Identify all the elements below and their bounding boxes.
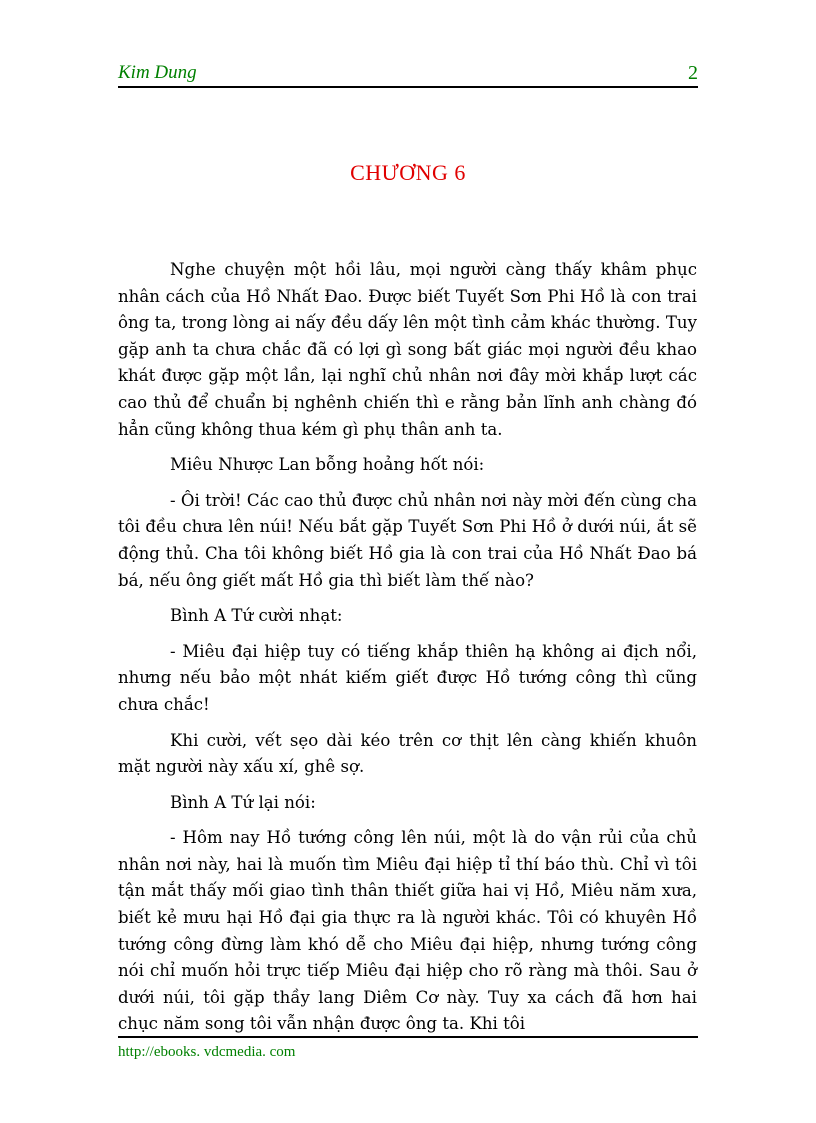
paragraph: Miêu Nhược Lan bỗng hoảng hốt nói:	[170, 455, 485, 475]
paragraph: Khi cười, vết sẹo dài kéo trên cơ thịt lên càng khiến khuôn mặt người này xấu xí, ghê sợ.	[118, 730, 697, 777]
paragraph: - Ôi trời! Các cao thủ được chủ nhân nơi này mời đến cùng cha tôi đều chưa lên núi! Nếu bắt gặp Tuyết Sơn Phi Hồ ở dưới núi, ắt sẽ động thủ. Cha tôi không biết Hồ gia là con trai của Hồ Nhất Đao bá bá, nếu ông giết mất Hồ gia thì biết làm thế nào?	[118, 490, 697, 590]
body-text	[118, 257, 697, 1047]
page-number: 2	[688, 62, 698, 84]
chapter-title: CHƯƠNG 6	[350, 160, 466, 185]
page-footer	[118, 1036, 698, 1061]
footer-url-link[interactable]: http://ebooks. vdcmedia. com	[118, 1044, 296, 1060]
paragraph: Bình A Tứ lại nói:	[170, 792, 316, 812]
paragraph: - Hôm nay Hồ tướng công lên núi, một là do vận rủi của chủ nhân nơi này, hai là muốn tìm Miêu đại hiệp tỉ thí báo thù. Chỉ vì tôi tận mắt thấy mối giao tình thân thiết giữa hai vị Hồ, Miêu năm xưa, biết kẻ mưu hại Hồ đại gia thực ra là người khác. Tôi có khuyên Hồ tướng công đừng làm khó dễ cho Miêu đại hiệp, nhưng tướng công nói chỉ muốn hỏi trực tiếp Miêu đại hiệp cho rõ ràng mà thôi. Sau ở dưới núi, tôi gặp thầy lang Diêm Cơ này. Tuy xa cách đã hơn hai chục năm song tôi vẫn nhận được ông ta. Khi tôi	[118, 828, 697, 1034]
page-header	[118, 62, 698, 88]
book-author-title: Kim Dung	[118, 62, 197, 83]
paragraph: Nghe chuyện một hồi lâu, mọi người càng thấy khâm phục nhân cách của Hồ Nhất Đao. Được biết Tuyết Sơn Phi Hồ là con trai ông ta, trong lòng ai nấy đều dấy lên một tình cảm khác thường. Tuy gặp anh ta chưa chắc đã có lợi gì song bất giác mọi người đều khao khát được gặp một lần, lại nghĩ chủ nhân nơi đây mời khắp lượt các cao thủ để chuẩn bị nghênh chiến thì e rằng bản lĩnh anh chàng đó hẳn cũng không thua kém gì phụ thân anh ta.	[118, 260, 697, 439]
paragraph: Bình A Tứ cười nhạt:	[170, 606, 343, 626]
paragraph: - Miêu đại hiệp tuy có tiếng khắp thiên hạ không ai địch nổi, nhưng nếu bảo một nhát kiếm giết được Hồ tướng công thì cũng chưa chắc!	[118, 641, 697, 714]
